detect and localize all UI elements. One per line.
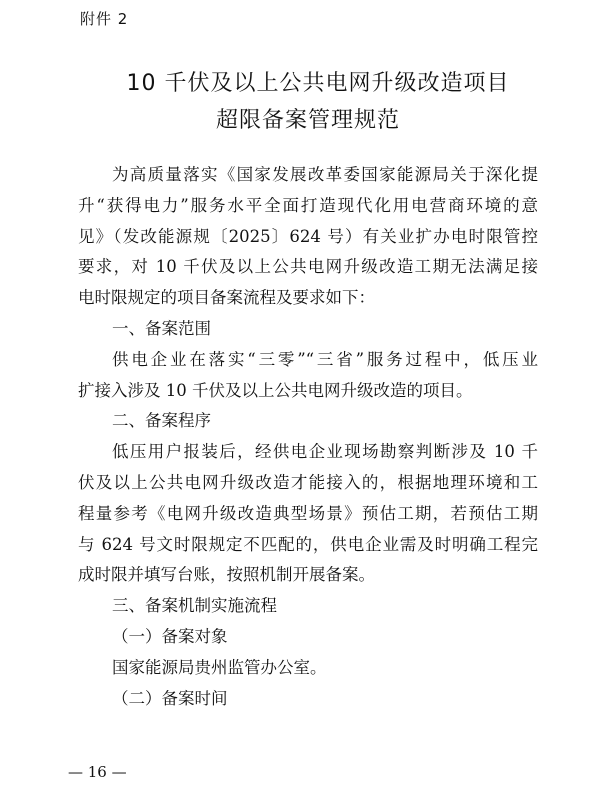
section-heading-procedure: 二、备案程序 bbox=[112, 411, 211, 431]
paragraph-line: 低压用户报装后，经供电企业现场勘察判断涉及 10 千 bbox=[112, 442, 538, 462]
subsection-target-body: 国家能源局贵州监管办公室。 bbox=[112, 657, 327, 677]
paragraph-line: 伏及以上公共电网升级改造才能接入的，根据地理环境和工 bbox=[78, 472, 538, 492]
document-title-line-1: 10 千伏及以上公共电网升级改造项目 bbox=[126, 71, 510, 96]
document-body bbox=[78, 160, 538, 714]
document-title-line-2: 超限备案管理规范 bbox=[215, 108, 400, 133]
intro-paragraph bbox=[78, 160, 538, 314]
section-scope-paragraph bbox=[78, 345, 538, 407]
paragraph-line: 扩接入涉及 10 千伏及以上公共电网升级改造的项目。 bbox=[78, 380, 473, 400]
subsection-heading-target: （一）备案对象 bbox=[112, 626, 228, 646]
section-heading-scope: 一、备案范围 bbox=[112, 318, 211, 338]
section-procedure-paragraph bbox=[78, 437, 538, 591]
paragraph-line: 成时限并填写台账，按照机制开展备案。 bbox=[78, 565, 375, 585]
section-heading-mechanism: 三、备案机制实施流程 bbox=[112, 596, 277, 616]
paragraph-line: 程量参考《电网升级改造典型场景》预估工期，若预估工期 bbox=[78, 503, 538, 523]
paragraph-line: 见》（发改能源规〔2025〕624 号）有关业扩办电时限管控 bbox=[78, 226, 538, 246]
subsection-heading-time: （二）备案时间 bbox=[112, 688, 228, 708]
paragraph-line: 要求，对 10 千伏及以上公共电网升级改造工期无法满足接 bbox=[78, 257, 538, 277]
paragraph-line: 供电企业在落实“三零”“三省”服务过程中，低压业 bbox=[112, 349, 538, 369]
paragraph-line: 为高质量落实《国家发展改革委国家能源局关于深化提 bbox=[112, 165, 538, 184]
page-number: — 16 — bbox=[68, 763, 127, 781]
paragraph-line: 电时限规定的项目备案流程及要求如下： bbox=[78, 288, 375, 308]
attachment-label: 附件 2 bbox=[80, 10, 129, 28]
paragraph-line: 与 624 号文时限规定不匹配的，供电企业需及时明确工程完 bbox=[78, 534, 538, 554]
paragraph-line: 升“获得电力”服务水平全面打造现代化用电营商环境的意 bbox=[78, 195, 538, 215]
